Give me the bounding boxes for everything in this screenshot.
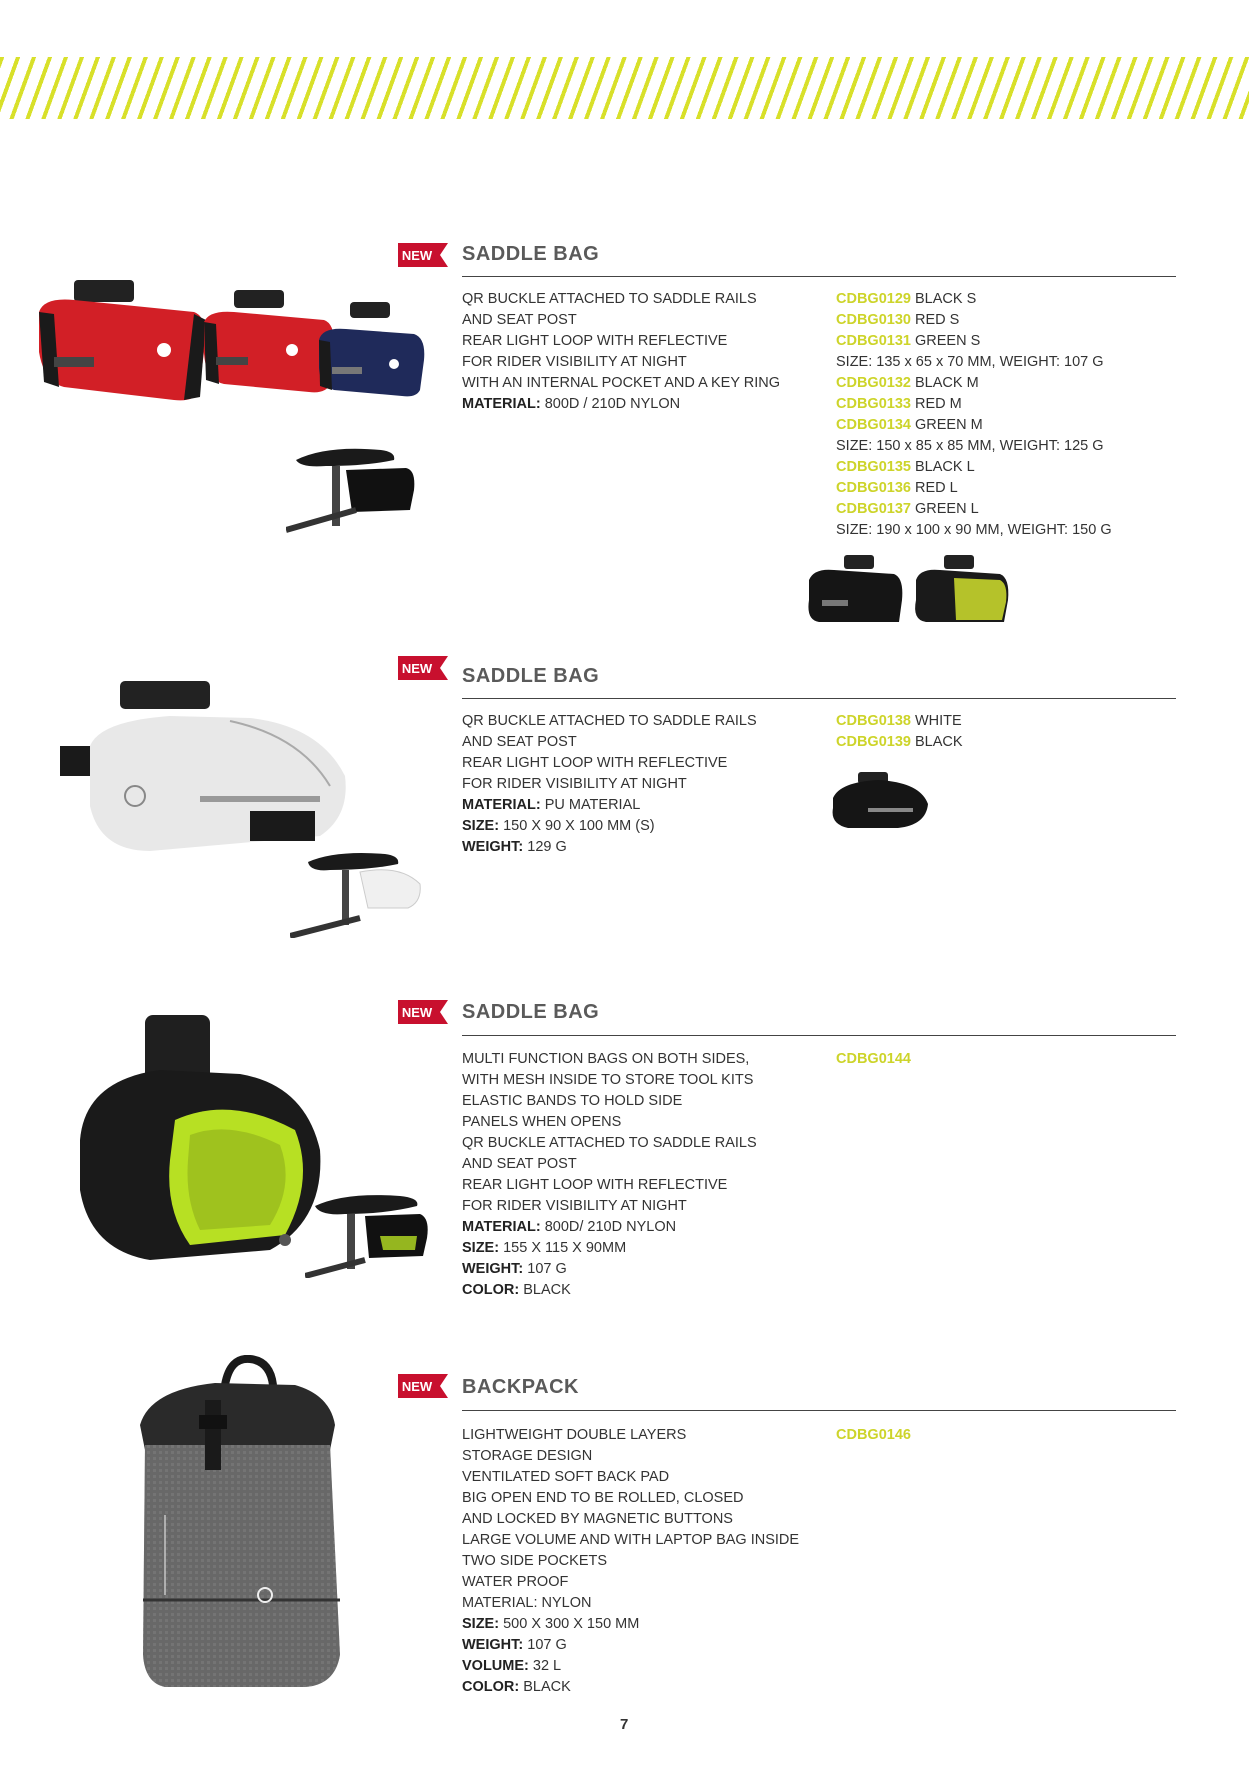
code-line	[836, 394, 1176, 415]
spec-label: SIZE:	[462, 1240, 500, 1256]
variant: GREEN S	[914, 333, 981, 349]
title-rule	[462, 276, 1176, 277]
feature-line: ELASTIC BANDS TO HOLD SIDE	[462, 1093, 683, 1109]
spec-label: MATERIAL:	[462, 1219, 541, 1235]
section-title: BACKPACK	[462, 1376, 579, 1398]
code-line	[836, 732, 1176, 753]
title-rule	[462, 698, 1176, 699]
feature-line: LARGE VOLUME AND WITH LAPTOP BAG INSIDE	[462, 1532, 800, 1548]
feature-line: MATERIAL: NYLON	[462, 1595, 592, 1611]
title-rule	[462, 1410, 1176, 1411]
variant: BLACK	[914, 734, 963, 750]
size-line: SIZE: 135 x 65 x 70 MM, WEIGHT: 107 G	[836, 354, 1104, 370]
variant: BLACK S	[914, 291, 977, 307]
new-badge-label: NEW	[401, 1005, 433, 1020]
code-line	[836, 499, 1176, 520]
product-code: CDBG0134	[836, 417, 911, 433]
product-code: CDBG0137	[836, 501, 911, 517]
bike-saddle-open-bag-image	[305, 1188, 435, 1278]
spec-value: 32 L	[532, 1658, 562, 1674]
spec-line	[462, 1614, 822, 1635]
product-code: CDBG0132	[836, 375, 911, 391]
spec-label: VOLUME:	[462, 1658, 529, 1674]
bike-saddle-mounted-image	[286, 440, 426, 535]
spec-value: BLACK	[523, 1282, 571, 1298]
product-codes	[836, 289, 1176, 541]
product-code: CDBG0131	[836, 333, 911, 349]
spec-label: WEIGHT:	[462, 839, 524, 855]
size-line: SIZE: 190 x 100 x 90 MM, WEIGHT: 150 G	[836, 522, 1112, 538]
black-saddle-bag-thumb-image	[828, 770, 933, 832]
feature-line: WATER PROOF	[462, 1574, 569, 1590]
feature-line: FOR RIDER VISIBILITY AT NIGHT	[462, 776, 687, 792]
feature-line: REAR LIGHT LOOP WITH REFLECTIVE	[462, 755, 728, 771]
white-saddle-bag-image	[60, 676, 360, 856]
code-line	[836, 1049, 1176, 1070]
variant: GREEN M	[914, 417, 983, 433]
code-line	[836, 457, 1176, 478]
feature-line: FOR RIDER VISIBILITY AT NIGHT	[462, 354, 687, 370]
spec-line	[462, 1280, 822, 1301]
spec-label: WEIGHT:	[462, 1261, 524, 1277]
size-line: SIZE: 150 x 85 x 85 MM, WEIGHT: 125 G	[836, 438, 1104, 454]
feature-line: STORAGE DESIGN	[462, 1448, 593, 1464]
variant: GREEN L	[914, 501, 979, 517]
saddle-bag-color-variants-image	[804, 550, 1014, 630]
product-codes	[836, 1425, 1176, 1446]
product-code: CDBG0130	[836, 312, 911, 328]
new-badge	[398, 656, 448, 680]
product-codes	[836, 711, 1176, 753]
product-code: CDBG0139	[836, 734, 911, 750]
spec-line	[462, 816, 822, 837]
spec-line	[462, 394, 822, 415]
spec-label: WEIGHT:	[462, 1637, 524, 1653]
code-line	[836, 478, 1176, 499]
feature-line: AND SEAT POST	[462, 1156, 577, 1172]
feature-line: MULTI FUNCTION BAGS ON BOTH SIDES,	[462, 1051, 750, 1067]
section-title: SADDLE BAG	[462, 1001, 600, 1023]
spec-label: MATERIAL:	[462, 797, 541, 813]
product-code: CDBG0129	[836, 291, 911, 307]
spec-line	[462, 1238, 822, 1259]
section-title: SADDLE BAG	[462, 665, 600, 687]
feature-line: QR BUCKLE ATTACHED TO SADDLE RAILS	[462, 1135, 757, 1151]
feature-line: QR BUCKLE ATTACHED TO SADDLE RAILS	[462, 713, 757, 729]
feature-line: REAR LIGHT LOOP WITH REFLECTIVE	[462, 333, 728, 349]
code-line	[836, 289, 1176, 310]
variant: RED M	[914, 396, 962, 412]
spec-value: 800D/ 210D NYLON	[544, 1219, 677, 1235]
feature-line: FOR RIDER VISIBILITY AT NIGHT	[462, 1198, 687, 1214]
code-line	[836, 373, 1176, 394]
feature-list	[462, 1425, 822, 1698]
spec-label: COLOR:	[462, 1679, 520, 1695]
variant: RED S	[914, 312, 960, 328]
spec-line	[462, 1677, 822, 1698]
product-code: CDBG0138	[836, 713, 911, 729]
code-line	[836, 415, 1176, 436]
variant: RED L	[914, 480, 958, 496]
feature-line: VENTILATED SOFT BACK PAD	[462, 1469, 670, 1485]
new-badge	[398, 243, 448, 267]
new-badge-label: NEW	[401, 661, 433, 676]
variant: WHITE	[914, 713, 962, 729]
spec-line	[462, 837, 822, 858]
code-line	[836, 1425, 1176, 1446]
feature-line: PANELS WHEN OPENS	[462, 1114, 622, 1130]
feature-line: QR BUCKLE ATTACHED TO SADDLE RAILS	[462, 291, 757, 307]
spec-value: 107 G	[527, 1637, 567, 1653]
spec-value: 800D / 210D NYLON	[544, 396, 681, 412]
feature-list	[462, 1049, 822, 1301]
product-code: CDBG0135	[836, 459, 911, 475]
product-code: CDBG0133	[836, 396, 911, 412]
spec-value: 155 X 115 X 90MM	[503, 1240, 627, 1256]
code-line	[836, 331, 1176, 352]
product-code: CDBG0144	[836, 1051, 911, 1067]
spec-label: SIZE:	[462, 1616, 500, 1632]
feature-line: BIG OPEN END TO BE ROLLED, CLOSED	[462, 1490, 744, 1506]
saddle-bag-trio-image	[34, 272, 434, 427]
spec-label: COLOR:	[462, 1282, 520, 1298]
variant: BLACK L	[914, 459, 975, 475]
open-saddle-bag-image	[70, 1010, 330, 1270]
feature-line: WITH MESH INSIDE TO STORE TOOL KITS	[462, 1072, 754, 1088]
feature-list	[462, 289, 822, 415]
product-code: CDBG0146	[836, 1427, 911, 1443]
product-code: CDBG0136	[836, 480, 911, 496]
spec-value: BLACK	[523, 1679, 571, 1695]
spec-label: MATERIAL:	[462, 396, 541, 412]
variant: BLACK M	[914, 375, 979, 391]
spec-value: 150 X 90 X 100 MM (S)	[503, 818, 655, 834]
section-title: SADDLE BAG	[462, 243, 600, 265]
title-rule	[462, 1035, 1176, 1036]
page-number: 7	[620, 1716, 629, 1733]
spec-line	[462, 795, 822, 816]
spec-value: PU MATERIAL	[544, 797, 641, 813]
feature-line: AND LOCKED BY MAGNETIC BUTTONS	[462, 1511, 733, 1527]
feature-line: AND SEAT POST	[462, 312, 577, 328]
code-line	[836, 310, 1176, 331]
spec-value: 500 X 300 X 150 MM	[503, 1616, 640, 1632]
spec-line	[462, 1259, 822, 1280]
feature-line: LIGHTWEIGHT DOUBLE LAYERS	[462, 1427, 687, 1443]
feature-line: AND SEAT POST	[462, 734, 577, 750]
header-stripe-band	[0, 57, 1249, 119]
spec-value: 129 G	[527, 839, 567, 855]
spec-value: 107 G	[527, 1261, 567, 1277]
new-badge-label: NEW	[401, 1379, 433, 1394]
new-badge	[398, 1374, 448, 1398]
backpack-image	[135, 1355, 345, 1700]
spec-line	[462, 1635, 822, 1656]
feature-line: WITH AN INTERNAL POCKET AND A KEY RING	[462, 375, 781, 391]
spec-line	[462, 1217, 822, 1238]
spec-line	[462, 1656, 822, 1677]
code-line	[836, 711, 1176, 732]
product-codes	[836, 1049, 1176, 1070]
new-badge-label: NEW	[401, 248, 433, 263]
spec-label: SIZE:	[462, 818, 500, 834]
feature-line: TWO SIDE POCKETS	[462, 1553, 608, 1569]
feature-list	[462, 711, 822, 858]
feature-line: REAR LIGHT LOOP WITH REFLECTIVE	[462, 1177, 728, 1193]
new-badge	[398, 1000, 448, 1024]
bike-saddle-white-bag-image	[290, 848, 435, 938]
